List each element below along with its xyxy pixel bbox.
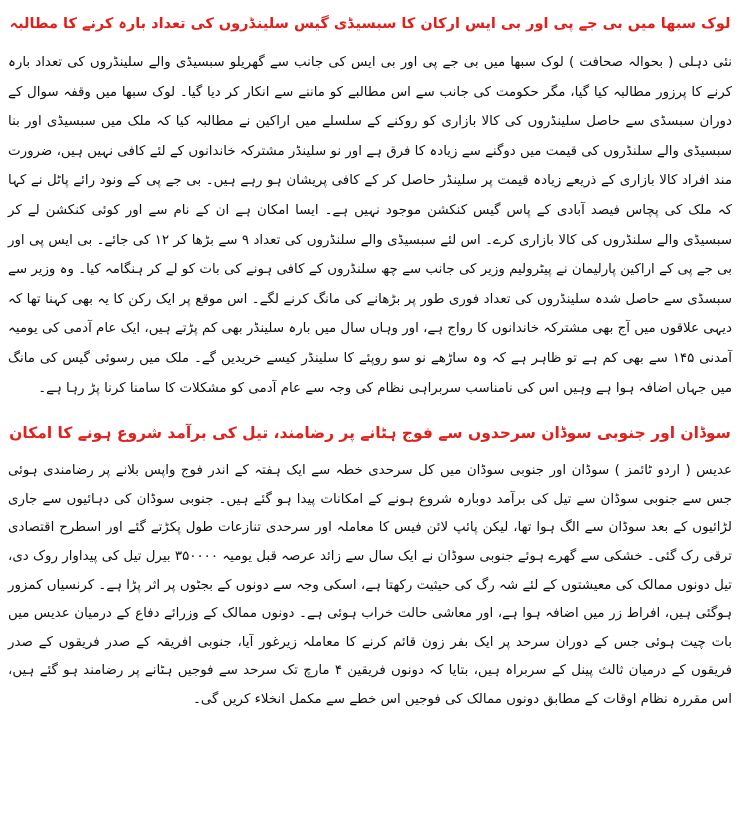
article-sudan-border — [8, 413, 732, 714]
article-gas-cylinders — [8, 4, 732, 403]
article-body: نئی دہلی ( بحوالہ صحافت ) لوک سبھا میں بی جے پی اور بی ایس کی جانب سے گھریلو سبسیڈی والے سلینڈروں کی تعداد بارہ کرنے کا پرزور مطالبہ کیا گیا، مگر حکومت کی جانب سے اس مطالبے کو ماننے سے انکار کر دیا گیا۔ لوک سبھا میں وقفہ سوال کے دوران سبسڈی سے حاصل سلینڈروں کی کالا بازاری کو روکنے کے سلسلے میں اراکین نے مطالبہ کیا کہ ملک میں سبسیڈی اور بنا سبسیڈی والے سلنڈروں کی قیمت میں دوگنے سے زیادہ کا فرق ہے اور نو سلینڈر مشترکہ خاندانوں کے لئے کافی نہیں ہیں، ضرورت مند افراد کالا بازاری کے ذریعے زیادہ قیمت پر سلینڈر حاصل کر کے کافی پریشان ہو رہے ہیں۔ بی جے پی کے ونود رائے پاٹل نے کہا کہ ملک کی پچاس فیصد آبادی کے پاس گیس کنکشن موجود نہیں ہے۔ ایسا امکان ہے ان کے نام سے اور کوئی کنکشن لے کر سبسیڈی والے سلنڈروں کی کالا بازاری کرے۔ اس لئے سبسیڈی والے سلنڈروں کی تعداد ۹ سے بڑھا کر ۱۲ کی جائے۔ بی ایس پی اور بی جے پی کے اراکین پارلیمان نے پیٹرولیم وزیر کی جانب سے چھ سلنڈروں کے کافی ہونے کی بات کو لے کر ہنگامہ کیا۔ وہ وزیر سے سبسڈی سے حاصل شدہ سلینڈروں کی تعداد فوری طور پر بڑھانے کی مانگ کرنے لگے۔ اس موقع پر ایک رکن کا یہ بھی کہنا تھا کہ دیہی علاقوں میں آج بھی مشترکہ خاندانوں کا رواج ہے، اور وہاں سال میں بارہ سلینڈر بھی کم پڑتے ہیں، ایک عام آدمی کی یومیہ آمدنی ۱۴۵ سے بھی کم ہے تو ظاہر ہے کہ وہ ساڑھے نو سو روپئے کا سلینڈر کیسے خریدیں گے۔ ملک میں رسوئی گیس کی مانگ میں جہاں اضافہ ہوا ہے وہیں اس کی نامناسب سربراہی نظام کی وجہ سے عام آدمی کو مشکلات کا سامنا کرنا پڑ رہا ہے۔ — [8, 55, 732, 396]
article-body: عدیس ( اردو ٹائمز ) سوڈان اور جنوبی سوڈان میں کل سرحدی خطہ سے ایک ہفتہ کے اندر فوج واپس بلانے پر رضامندی ہوئی جس سے جنوبی سوڈان سے تیل کی برآمد دوبارہ شروع ہونے کے امکانات پیدا ہو گئے ہیں۔ جنوبی سوڈان کی دہائیوں سے جاری لڑائیوں کے بعد سوڈان سے الگ ہوا تھا، لیکن پائپ لائن فیس کا معاملہ اور سرحدی تنازعات طول پکڑتے گئے اور اسطرح اقتصادی ترقی رک گئی۔ خشکی سے گھرے ہوئے جنوبی سوڈان نے ایک سال سے زائد عرصہ قبل یومیہ ۳۵۰۰۰۰ بیرل تیل کی پیداوار روک دی، تیل دونوں ممالک کی معیشتوں کے لئے شہ رگ کی حیثیت رکھتا ہے، اسکی وجہ سے دونوں کے بجٹوں پر اثر پڑا ہے۔ کرنسیاں کمزور ہوگئی ہیں، افراط زر میں اضافہ ہوا ہے، اور معاشی حالت خراب ہوئی ہے۔ دونوں ممالک کے وزرائے دفاع کے درمیان عدیس میں بات چیت ہوئی جس کے دوران سرحد پر ایک بفر زون قائم کرنے کا معاملہ زیرغور آیا، جنوبی افریقہ کے صدر فریقوں کے صدر فریقوں کے درمیان ثالث پینل کے سربراہ ہیں، بتایا کہ دونوں فریقین ۴ مارچ تک سرحد سے فوجیں ہٹانے پر رضامند ہو گئے ہیں، اس مقررہ نظام اوقات کے مطابق دونوں ممالک کی فوجیں اس خطے سے مکمل انخلاء کریں گی۔ — [8, 463, 733, 707]
article-headline: سوڈان اور جنوبی سوڈان سرحدوں سے فوج ہٹانے پر رضامند، تیل کی برآمد شروع ہونے کا امکان — [9, 424, 731, 443]
article-headline: لوک سبھا میں بی جے پی اور بی ایس ارکان کا سبسیڈی گیس سلینڈروں کی تعداد بارہ کرنے کا مطالبہ — [9, 16, 731, 32]
